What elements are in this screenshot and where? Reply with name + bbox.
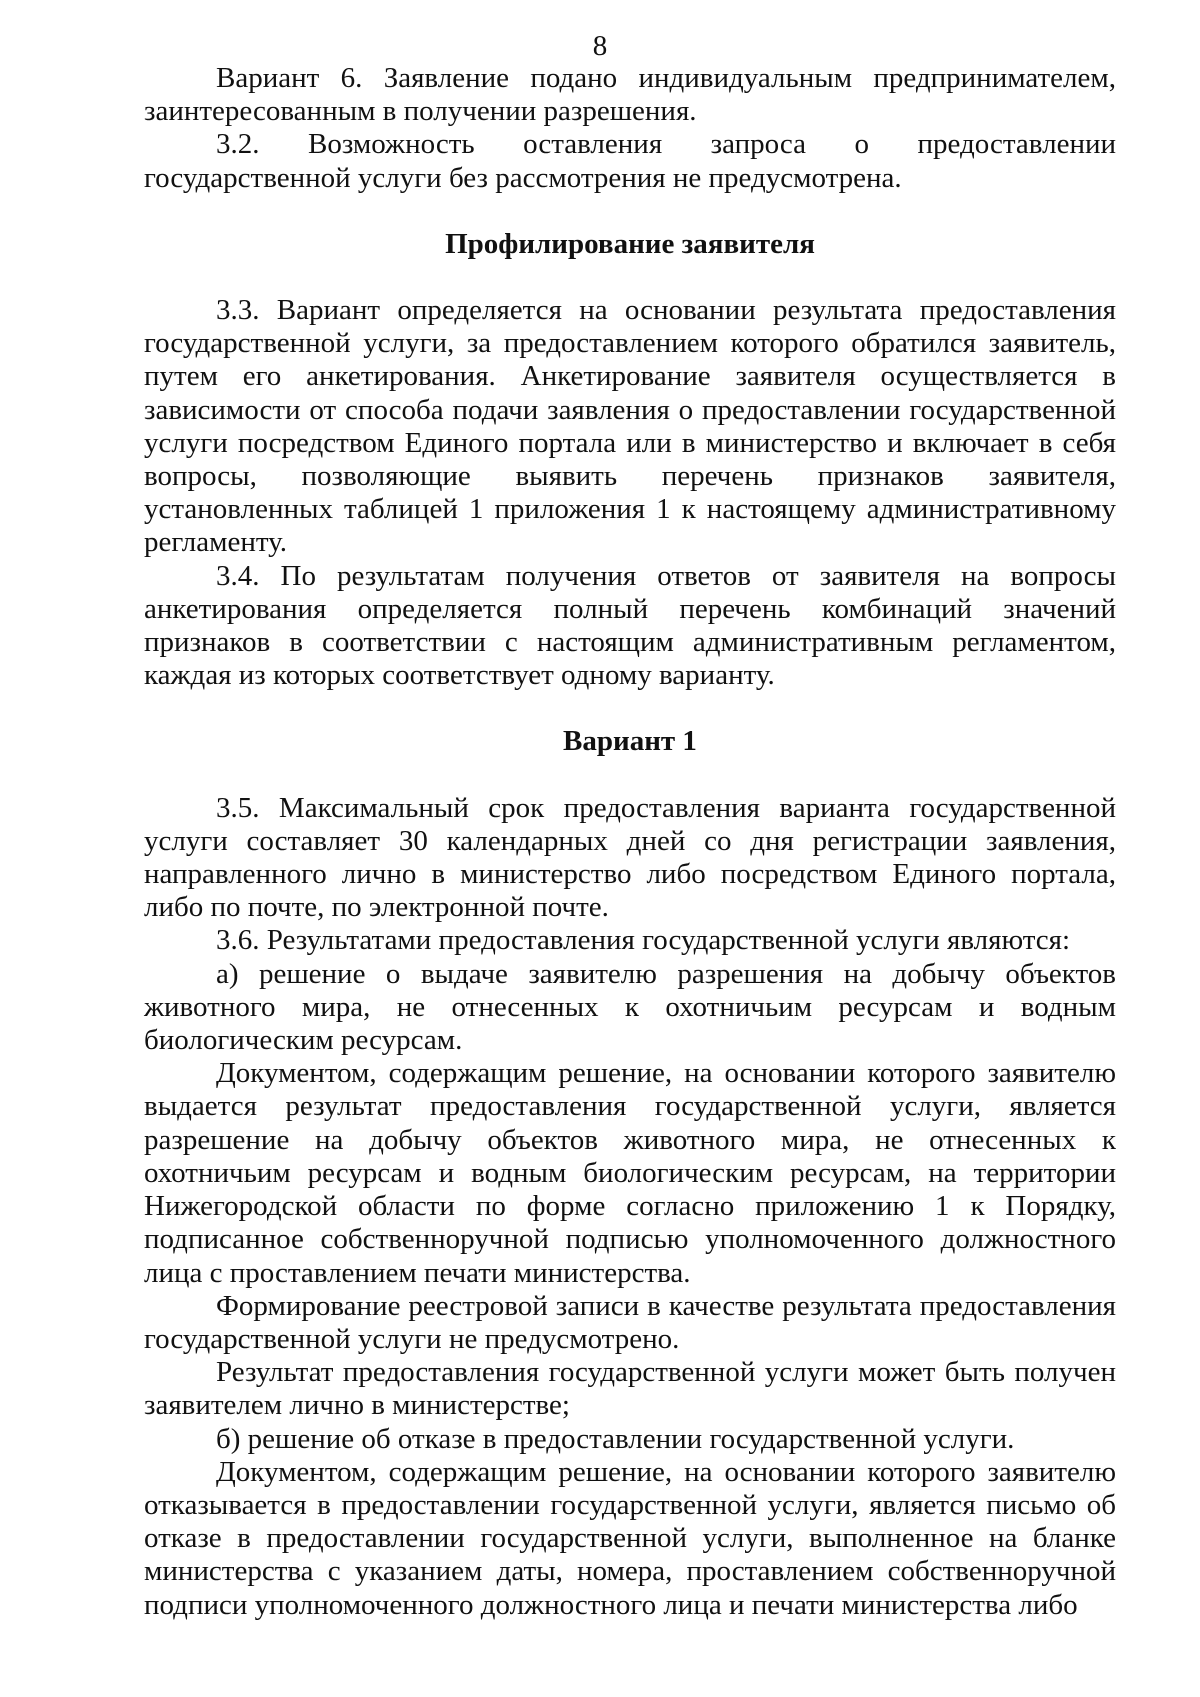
heading-variant-1: Вариант 1 bbox=[563, 725, 697, 758]
heading-applicant-profiling: Профилирование заявителя bbox=[445, 227, 815, 260]
paragraph-document-decision: Документом, содержащим решение, на основании которого заявителю выдается результат предоставления государственной услуги, является разрешение на добычу объектов животного мира, не отнесенных к охотничьим ресурсам и водным биологическим ресурсам, на территории Нижегородской области по форме согласно приложению 1 к Порядку, подписанное собственноручной подписью уполномоченного должностного лица с проставлением печати министерства. bbox=[144, 1057, 1116, 1289]
paragraph-result-received: Результат предоставления государственной услуги может быть получен заявителем лично в министерстве; bbox=[144, 1356, 1116, 1422]
paragraph-b: б) решение об отказе в предоставлении государственной услуги. bbox=[216, 1422, 1015, 1455]
document-body bbox=[144, 62, 1116, 1622]
paragraph-variant-6: Вариант 6. Заявление подано индивидуальным предпринимателем, заинтересованным в получении разрешения. bbox=[144, 62, 1116, 128]
paragraph-3-2: 3.2. Возможность оставления запроса о предоставлении государственной услуги без рассмотрения не предусмотрена. bbox=[144, 128, 1116, 194]
paragraph-3-5: 3.5. Максимальный срок предоставления варианта государственной услуги составляет 30 календарных дней со дня регистрации заявления, направленного лично в министерство либо посредством Единого портала, либо по почте, по электронной почте. bbox=[144, 791, 1116, 924]
paragraph-3-6: 3.6. Результатами предоставления государственной услуги являются: bbox=[216, 924, 1071, 957]
paragraph-a: а) решение о выдаче заявителю разрешения на добычу объектов животного мира, не отнесенных к охотничьим ресурсам и водным биологическим ресурсам. bbox=[144, 957, 1116, 1057]
page-number: 8 bbox=[592, 30, 608, 62]
paragraph-3-3: 3.3. Вариант определяется на основании результата предоставления государственной услуги, за предоставлением которого обратился заявитель, путем его анкетирования. Анкетирование заявителя осуществляется в зависимости от способа подачи заявления о предоставлении государственной услуги посредством Единого портала или в министерство и включает в себя вопросы, позволяющие выявить перечень признаков заявителя, установленных таблицей 1 приложения 1 к настоящему административному регламенту. bbox=[144, 294, 1116, 559]
paragraph-3-4: 3.4. По результатам получения ответов от заявителя на вопросы анкетирования определяется полный перечень комбинаций значений признаков в соответствии с настоящим административным регламентом, каждая из которых соответствует одному варианту. bbox=[144, 559, 1116, 692]
paragraph-document-refusal: Документом, содержащим решение, на основании которого заявителю отказывается в предоставлении государственной услуги, является письмо об отказе в предоставлении государственной услуги, выполненное на бланке министерства с указанием даты, номера, проставлением собственноручной подписи уполномоченного должностного лица и печати министерства либо bbox=[144, 1455, 1116, 1621]
paragraph-registry-record: Формирование реестровой записи в качестве результата предоставления государственной услуги не предусмотрено. bbox=[144, 1289, 1116, 1355]
